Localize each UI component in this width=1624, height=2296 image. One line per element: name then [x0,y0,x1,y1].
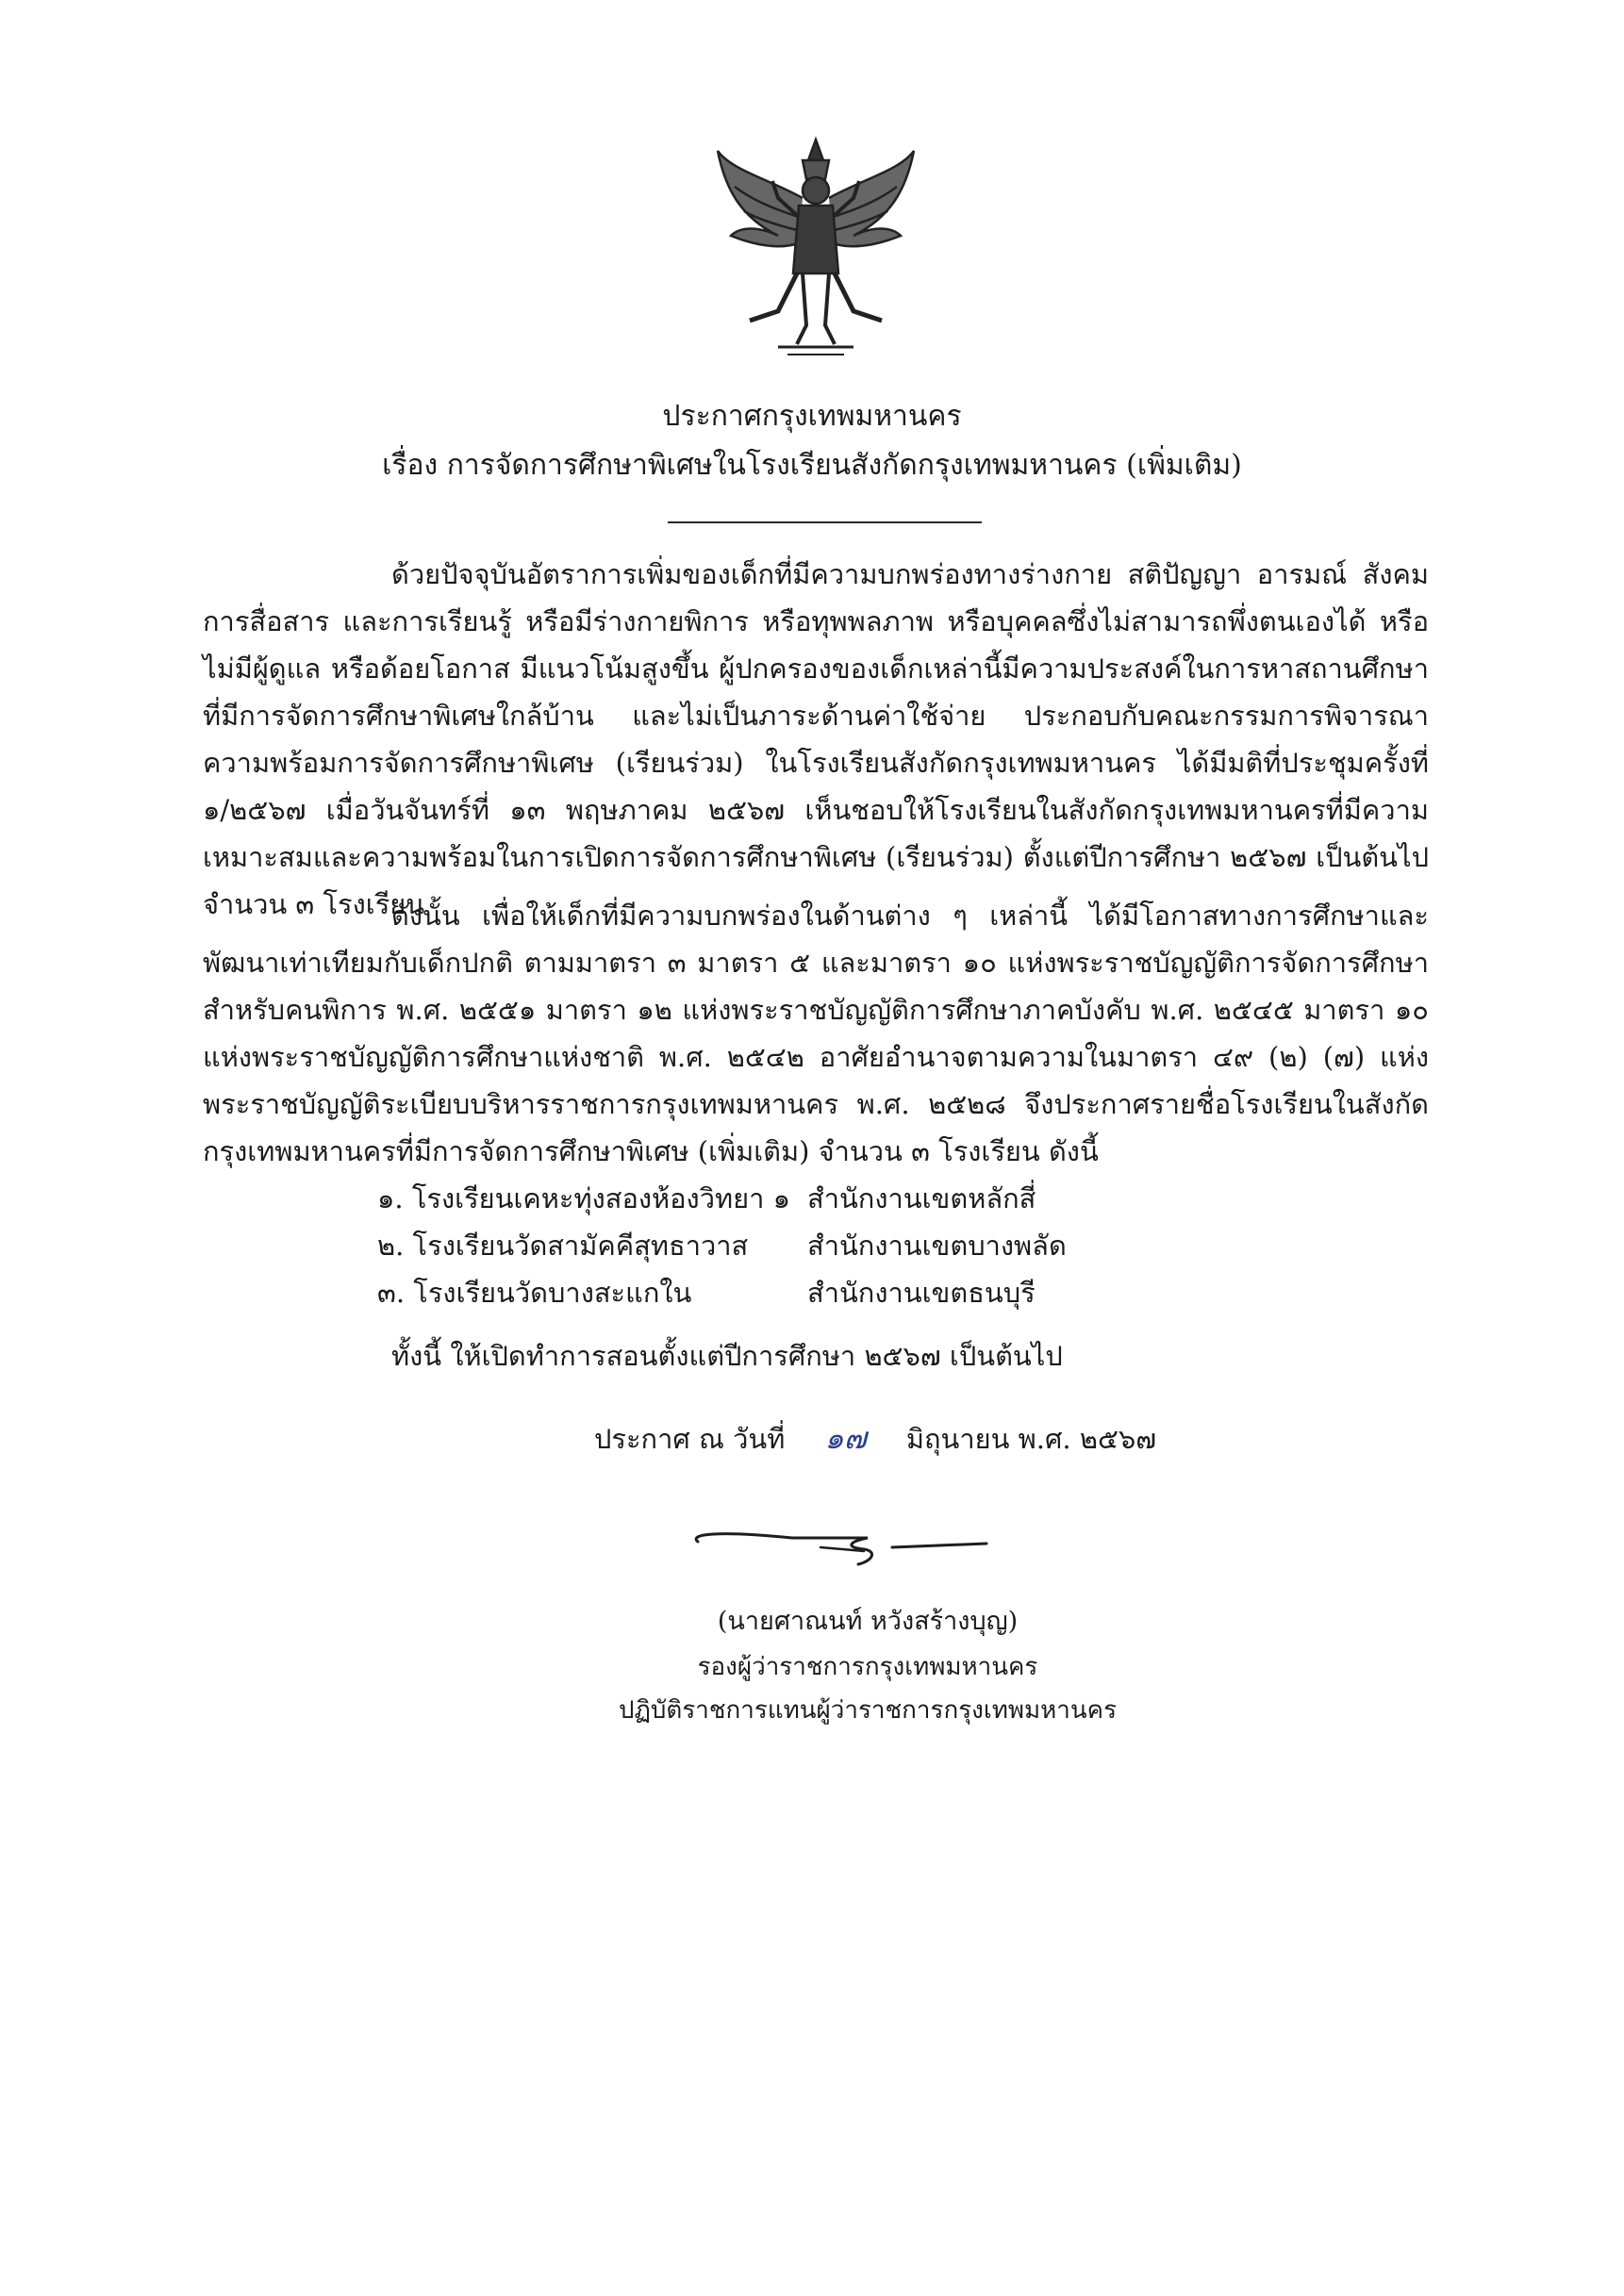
body-paragraph-2: ดังนั้น เพื่อให้เด็กที่มีความบกพร่องในด้านต่าง ๆ เหล่านี้ ได้มีโอกาสทางการศึกษาและพัฒนาเท่าเทียมกับเด็กปกติ ตามมาตรา ๓ มาตรา ๕ และมาตรา ๑๐ แห่งพระราชบัญญัติการจัดการศึกษาสำหรับคนพิการ พ.ศ. ๒๕๕๑ มาตรา ๑๒ แห่งพระราชบัญญัติการศึกษาภาคบังคับ พ.ศ. ๒๕๔๕ มาตรา ๑๐ แห่งพระราชบัญญัติการศึกษาแห่งชาติ พ.ศ. ๒๕๔๒ อาศัยอำนาจตามความในมาตรา ๔๙ (๒) (๗) แห่งพระราชบัญญัติระเบียบบริหารราชการกรุงเทพมหานคร พ.ศ. ๒๕๒๘ จึงประกาศรายชื่อโรงเรียนในสังกัดกรุงเทพมหานครที่มีการจัดการศึกษาพิเศษ (เพิ่มเติม) จำนวน ๓ โรงเรียน ดังนี้ [203,900,1429,1167]
closing-statement: ทั้งนี้ ให้เปิดทำการสอนตั้งแต่ปีการศึกษา ๒๕๖๗ เป็นต้นไป [391,1340,1063,1372]
date-month-year: มิถุนายน พ.ศ. ๒๕๖๗ [905,1423,1157,1455]
signer-position: รองผู้ว่าราชการกรุงเทพมหานคร [697,1653,1038,1681]
signer-name: (นายศาณนท์ หวังสร้างบุญ) [717,1607,1019,1636]
announcement-date [594,1414,1156,1462]
subject-line: เรื่อง การจัดการศึกษาพิเศษในโรงเรียนสังกัดกรุงเทพมหานคร (เพิ่มเติม) [382,449,1242,482]
school-name: ๒. โรงเรียนวัดสามัคคีสุทธาวาส [377,1230,749,1262]
school-name: ๓. โรงเรียนวัดบางสะแกใน [377,1277,692,1309]
signer-acting-position: ปฏิบัติราชการแทนผู้ว่าราชการกรุงเทพมหานคร [618,1696,1118,1725]
date-prefix: ประกาศ ณ วันที่ [594,1423,786,1455]
announcement-title: ประกาศกรุงเทพมหานคร [662,400,962,433]
district-office: สำนักงานเขตหลักสี่ [807,1182,1036,1214]
handwritten-day: ๑๗ [824,1420,867,1456]
title-divider [668,521,982,523]
school-name: ๑. โรงเรียนเคหะทุ่งสองห้องวิทยา ๑ [377,1182,791,1214]
district-office: สำนักงานเขตบางพลัด [807,1230,1067,1262]
district-office: สำนักงานเขตธนบุรี [807,1277,1036,1309]
body-paragraph-1: ด้วยปัจจุบันอัตราการเพิ่มของเด็กที่มีความบกพร่องทางร่างกาย สติปัญญา อารมณ์ สังคม การสื่อสาร และการเรียนรู้ หรือมีร่างกายพิการ หรือทุพพลภาพ หรือบุคคลซึ่งไม่สามารถพึ่งตนเองได้ หรือไม่มีผู้ดูแล หรือด้อยโอกาส มีแนวโน้มสูงขึ้น ผู้ปกครองของเด็กเหล่านี้มีความประสงค์ในการหาสถานศึกษาที่มีการจัดการศึกษาพิเศษใกล้บ้าน และไม่เป็นภาระด้านค่าใช้จ่าย ประกอบกับคณะกรรมการพิจารณาความพร้อมการจัดการศึกษาพิเศษ (เรียนร่วม) ในโรงเรียนสังกัดกรุงเทพมหานคร ได้มีมติที่ประชุมครั้งที่ ๑/๒๕๖๗ เมื่อวันจันทร์ที่ ๑๓ พฤษภาคม ๒๕๖๗ เห็นชอบให้โรงเรียนในสังกัดกรุงเทพมหานครที่มีความเหมาะสมและความพร้อมในการเปิดการจัดการศึกษาพิเศษ (เรียนร่วม) ตั้งแต่ปีการศึกษา ๒๕๖๗ เป็นต้นไป จำนวน ๓ โรงเรียน [203,558,1429,920]
handwritten-signature [679,1513,1000,1579]
garuda-emblem [712,132,920,358]
